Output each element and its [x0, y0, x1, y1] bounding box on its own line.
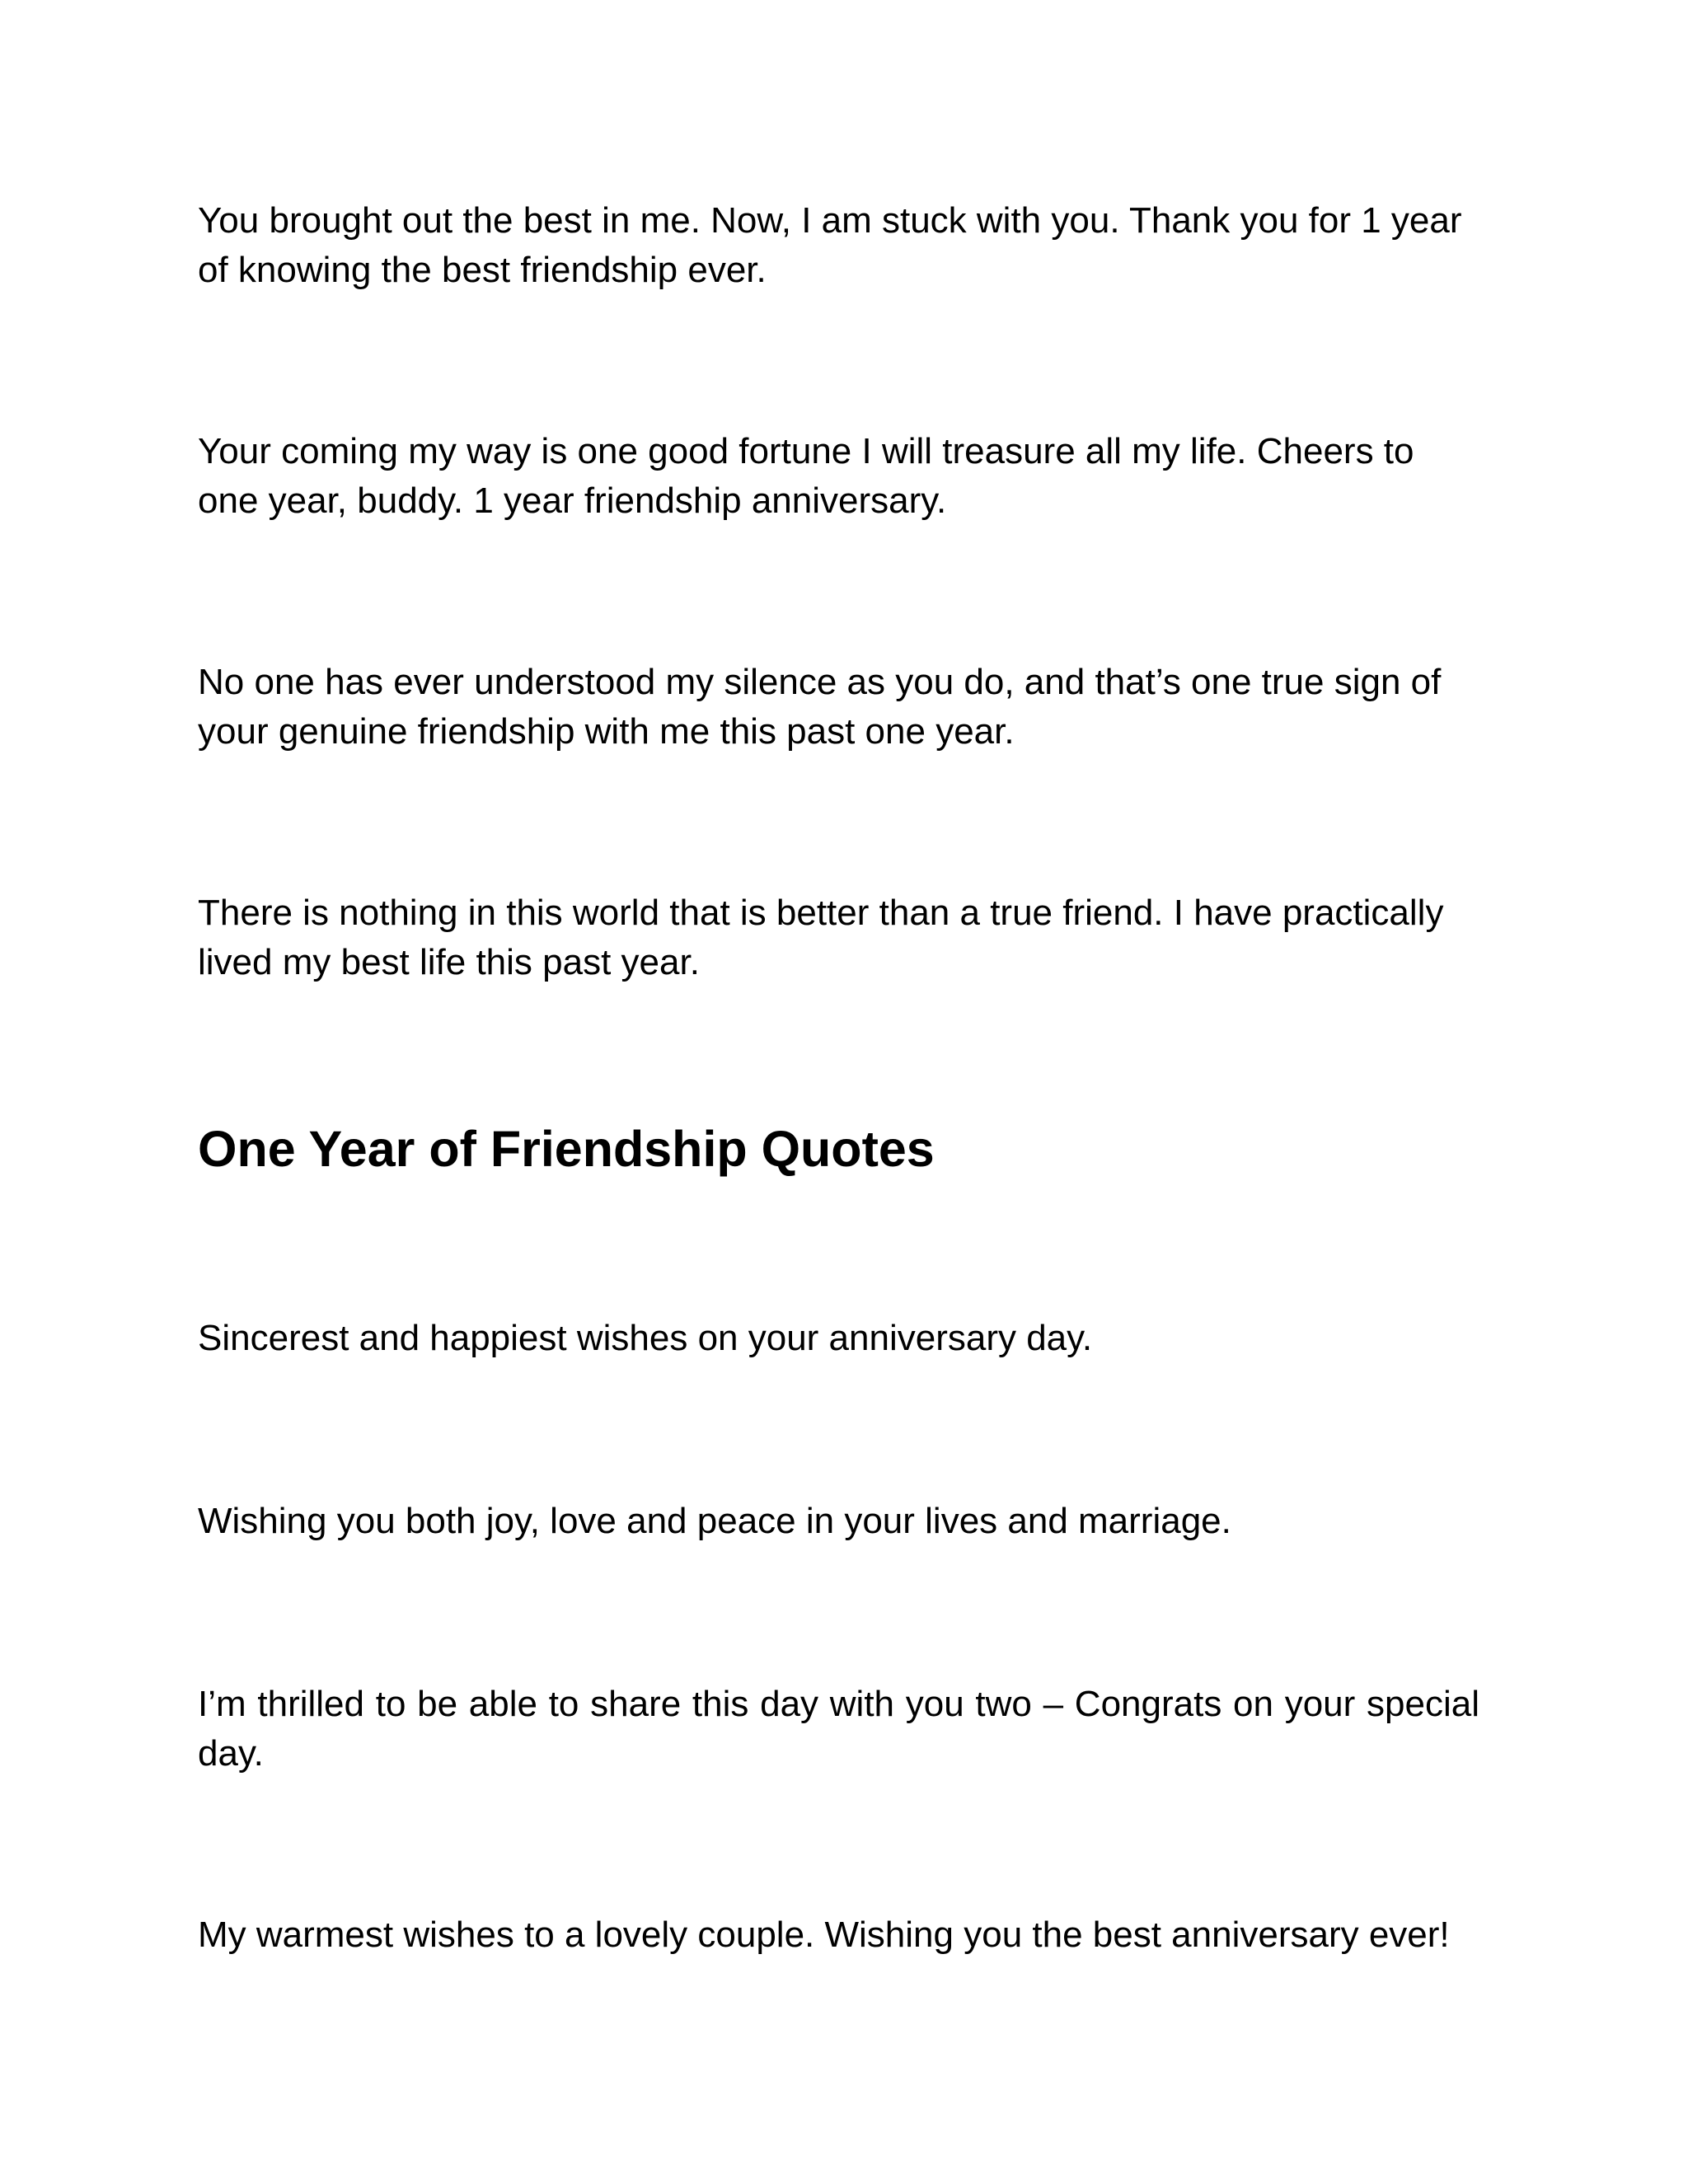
paragraph-true-friend: There is nothing in this world that is better than a true friend. I have practically lived my best life this past year.: [198, 893, 1444, 982]
paragraph-understood-silence: No one has ever understood my silence as you do, and that’s one true sign of your genuine friendship with me this past one year.: [198, 662, 1442, 752]
section-heading: One Year of Friendship Quotes: [198, 1121, 935, 1177]
paragraph-sincerest-wishes: Sincerest and happiest wishes on your anniversary day.: [198, 1318, 1093, 1358]
paragraph-warmest-wishes: My warmest wishes to a lovely couple. Wishing you the best anniversary ever!: [198, 1915, 1450, 1955]
paragraph-good-fortune: Your coming my way is one good fortune I will treasure all my life. Cheers to one year, buddy. 1 year friendship anniversary.: [198, 431, 1414, 521]
paragraph-joy-love-peace: Wishing you both joy, love and peace in your lives and marriage.: [198, 1501, 1231, 1541]
paragraph-thrilled-to-share: I’m thrilled to be able to share this day with you two – Congrats on your special day.: [198, 1684, 1479, 1774]
paragraph-best-in-me: You brought out the best in me. Now, I am stuck with you. Thank you for 1 year of knowing the best friendship ever.: [198, 200, 1462, 290]
